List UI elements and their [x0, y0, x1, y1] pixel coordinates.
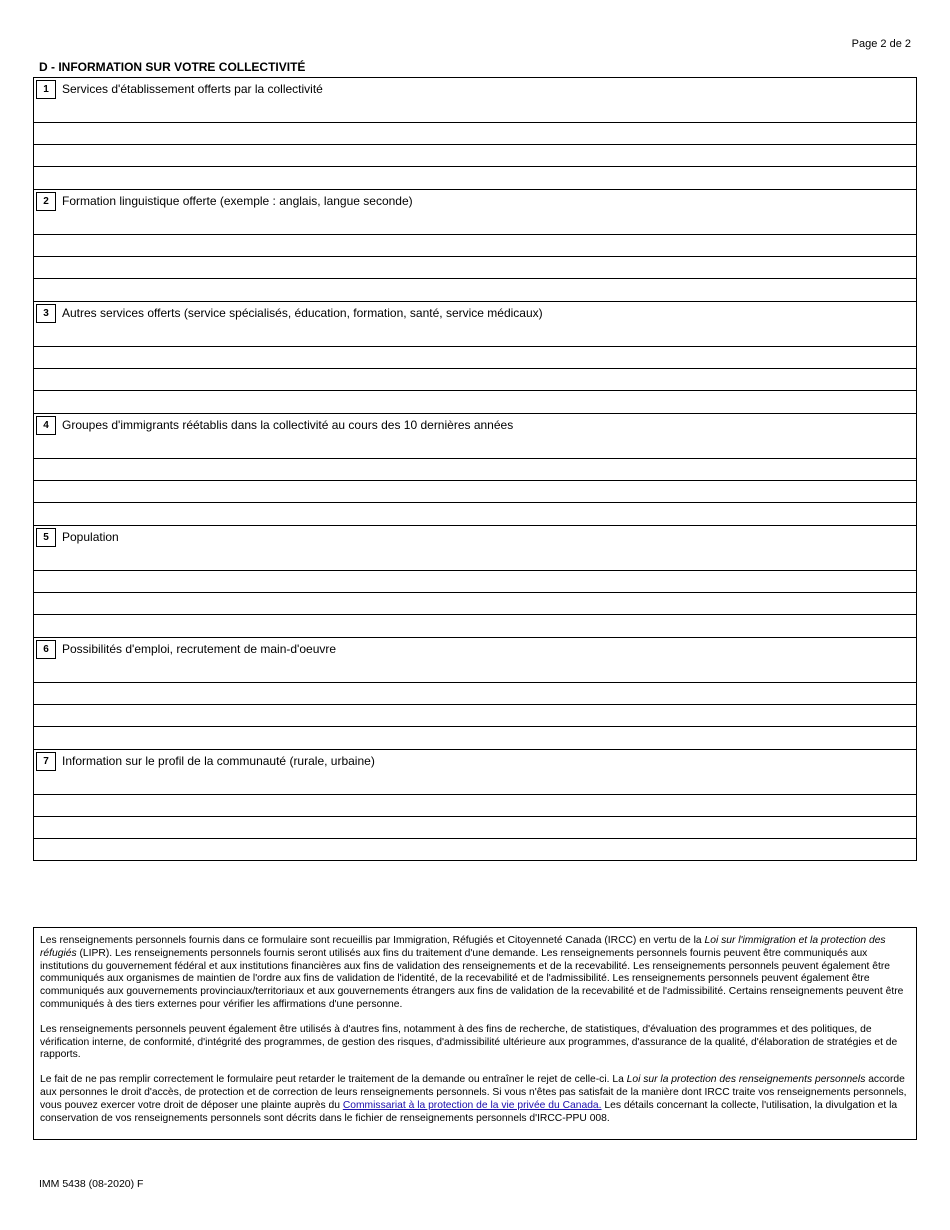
question-row — [34, 78, 916, 123]
question-row — [34, 526, 916, 571]
question-block — [34, 750, 916, 862]
question-number-2: 2 — [36, 192, 56, 211]
answer-line[interactable] — [34, 391, 916, 414]
question-number-1: 1 — [36, 80, 56, 99]
question-block — [34, 302, 916, 414]
answer-line[interactable] — [34, 615, 916, 638]
question-label-other-services: Autres services offerts (service spécialisés, éducation, formation, santé, service médicaux) — [62, 306, 543, 320]
question-block — [34, 414, 916, 526]
question-row — [34, 190, 916, 235]
privacy-commissioner-link[interactable]: Commissariat à la protection de la vie privée du Canada. — [342, 1099, 602, 1111]
answer-line[interactable] — [34, 347, 916, 369]
answer-line[interactable] — [34, 369, 916, 391]
question-number-3: 3 — [36, 304, 56, 323]
answer-line[interactable] — [34, 459, 916, 481]
answer-line[interactable] — [34, 145, 916, 167]
question-number-5: 5 — [36, 528, 56, 547]
question-number-4: 4 — [36, 416, 56, 435]
privacy-notice — [33, 927, 917, 1140]
question-block — [34, 526, 916, 638]
form-code: IMM 5438 (08-2020) F — [39, 1178, 144, 1190]
section-title: D - INFORMATION SUR VOTRE COLLECTIVITÉ — [39, 60, 306, 74]
question-block — [34, 190, 916, 302]
question-block — [34, 638, 916, 750]
privacy-paragraph-2: Les renseignements personnels peuvent également être utilisés à d'autres fins, notamment à des fins de recherche, de statistiques, d'évaluation des programmes et des politiques, de vérification interne, de conformité, d'intégrité des programmes, de gestion des risques, d'admissibilité ultérieure aux programmes, d'assurance de la qualité, d'élaboration de stratégies et de rapports. — [40, 1023, 898, 1061]
question-row — [34, 414, 916, 459]
question-row — [34, 302, 916, 347]
question-label-immigrant-groups: Groupes d'immigrants réétablis dans la collectivité au cours des 10 dernières années — [62, 418, 514, 432]
question-label-settlement-services: Services d'établissement offerts par la collectivité — [62, 82, 323, 96]
answer-line[interactable] — [34, 123, 916, 145]
question-label-population: Population — [62, 530, 119, 544]
question-block — [34, 78, 916, 190]
answer-line[interactable] — [34, 481, 916, 503]
privacy-paragraph-3: Le fait de ne pas remplir correctement le formulaire peut retarder le traitement de la demande ou entraîner le rejet de celle-ci. La Loi sur la protection des renseignements personnels accorde aux personnes le droit d'accès, de protection et de correction de leurs renseignements personnels. Si vous n'êtes pas satisfait de la manière dont IRCC traite vos renseignements personnels, vous pouvez exercer votre droit de déposer une plainte auprès du Commissariat à la protection de la vie privée du Canada. Les détails concernant la collecte, l'utilisation, la divulgation et la conservation de vos renseignements personnels sont décrits dans le fichier de renseignements personnels d'IRCC-PPU 008. — [40, 1074, 907, 1124]
question-number-6: 6 — [36, 640, 56, 659]
privacy-paragraph-1: Les renseignements personnels fournis dans ce formulaire sont recueillis par Immigration, Réfugiés et Citoyenneté Canada (IRCC) en vertu de la Loi sur l'immigration et la protection des réfugiés (LIPR). Les renseignements personnels fournis seront utilisés aux fins du traitement d'une demande. Les renseignements personnels fournis peuvent être communiqués aux institutions du gouvernement fédéral et aux institutions financières aux fins de validation des renseignements et de la recevabilité. Les renseignements personnels peuvent également être communiqués aux organismes de maintien de l'ordre aux fins de validation de l'identité, de la recevabilité et de l'admissibilité. Les renseignements personnels peuvent également être communiqués aux gouvernements provinciaux/territoriaux et aux gouvernements étrangers aux fins de validation de la recevabilité et de l'admissibilité. Certains renseignements peuvent être communiqués à des tiers externes pour vérifier les affirmations d'une personne. — [40, 935, 904, 1010]
question-label-community-profile: Information sur le profil de la communauté (rurale, urbaine) — [62, 754, 375, 768]
answer-line[interactable] — [34, 727, 916, 750]
answer-line[interactable] — [34, 571, 916, 593]
answer-line[interactable] — [34, 503, 916, 526]
answer-line[interactable] — [34, 817, 916, 839]
question-label-employment: Possibilités d'emploi, recrutement de main-d'oeuvre — [62, 642, 337, 656]
answer-line[interactable] — [34, 683, 916, 705]
answer-line[interactable] — [34, 593, 916, 615]
page-number: Page 2 de 2 — [851, 38, 911, 50]
question-row — [34, 638, 916, 683]
question-label-language-training: Formation linguistique offerte (exemple : anglais, langue seconde) — [62, 194, 413, 208]
answer-line[interactable] — [34, 235, 916, 257]
answer-line[interactable] — [34, 795, 916, 817]
community-info-table — [33, 77, 917, 861]
answer-line[interactable] — [34, 167, 916, 190]
question-number-7: 7 — [36, 752, 56, 771]
answer-line[interactable] — [34, 705, 916, 727]
answer-line[interactable] — [34, 257, 916, 279]
answer-line[interactable] — [34, 279, 916, 302]
answer-line[interactable] — [34, 839, 916, 861]
question-row — [34, 750, 916, 795]
